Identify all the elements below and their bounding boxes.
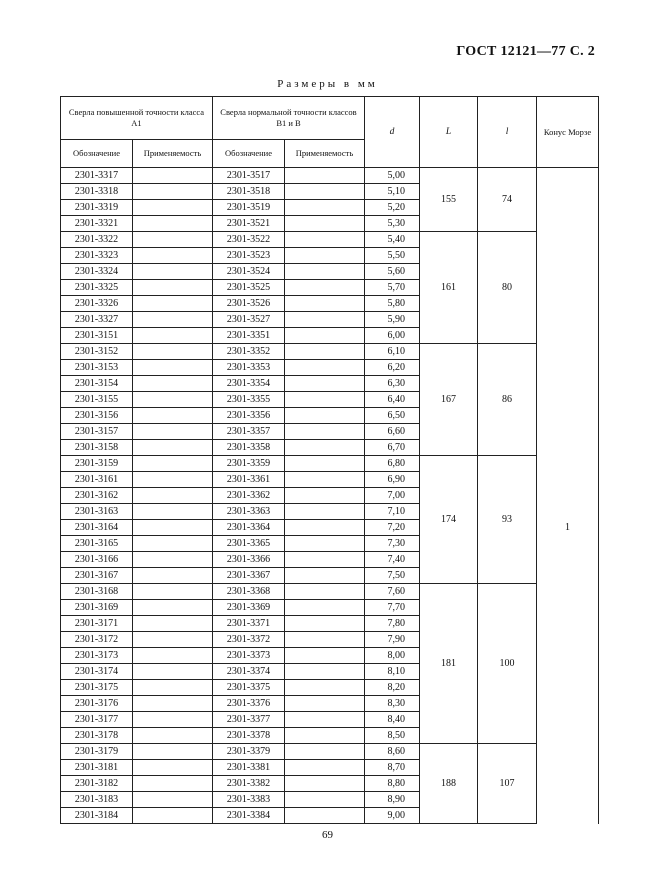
diameter-cell: 5,20 (365, 200, 420, 216)
b-applicability-cell (285, 344, 365, 360)
a1-designation-cell: 2301-3152 (61, 344, 133, 360)
diameter-cell: 7,00 (365, 488, 420, 504)
a1-applicability-cell (133, 328, 213, 344)
length-l-cell: 100 (478, 584, 537, 744)
a1-applicability-cell (133, 312, 213, 328)
b-designation-cell: 2301-3353 (213, 360, 285, 376)
b-applicability-cell (285, 296, 365, 312)
b-designation-cell: 2301-3369 (213, 600, 285, 616)
b-applicability-cell (285, 472, 365, 488)
length-L-cell: 161 (420, 232, 478, 344)
a1-applicability-cell (133, 344, 213, 360)
diameter-cell: 8,30 (365, 696, 420, 712)
a1-applicability-cell (133, 664, 213, 680)
b-applicability-cell (285, 744, 365, 760)
a1-designation-cell: 2301-3182 (61, 776, 133, 792)
a1-designation-cell: 2301-3326 (61, 296, 133, 312)
diameter-cell: 5,60 (365, 264, 420, 280)
diameter-cell: 7,40 (365, 552, 420, 568)
b-applicability-cell (285, 600, 365, 616)
a1-applicability-cell (133, 536, 213, 552)
a1-designation-cell: 2301-3169 (61, 600, 133, 616)
b-designation-cell: 2301-3518 (213, 184, 285, 200)
b-applicability-cell (285, 440, 365, 456)
b-designation-cell: 2301-3526 (213, 296, 285, 312)
b-applicability-cell (285, 632, 365, 648)
header-group-a1: Сверла повышенной точности класса А1 (61, 97, 213, 140)
a1-applicability-cell (133, 360, 213, 376)
a1-applicability-cell (133, 760, 213, 776)
b-designation-cell: 2301-3368 (213, 584, 285, 600)
b-applicability-cell (285, 184, 365, 200)
diameter-cell: 8,50 (365, 728, 420, 744)
b-designation-cell: 2301-3359 (213, 456, 285, 472)
header-group-b: Сверла нормальной точности классов В1 и В (213, 97, 365, 140)
b-designation-cell: 2301-3361 (213, 472, 285, 488)
a1-applicability-cell (133, 424, 213, 440)
b-applicability-cell (285, 584, 365, 600)
diameter-cell: 5,30 (365, 216, 420, 232)
a1-applicability-cell (133, 456, 213, 472)
a1-designation-cell: 2301-3321 (61, 216, 133, 232)
a1-applicability-cell (133, 216, 213, 232)
diameter-cell: 6,20 (365, 360, 420, 376)
diameter-cell: 7,60 (365, 584, 420, 600)
diameter-cell: 8,40 (365, 712, 420, 728)
a1-applicability-cell (133, 488, 213, 504)
a1-applicability-cell (133, 296, 213, 312)
table-row (61, 584, 599, 600)
b-applicability-cell (285, 552, 365, 568)
a1-designation-cell: 2301-3172 (61, 632, 133, 648)
b-applicability-cell (285, 712, 365, 728)
b-applicability-cell (285, 728, 365, 744)
b-applicability-cell (285, 328, 365, 344)
diameter-cell: 6,80 (365, 456, 420, 472)
b-designation-cell: 2301-3382 (213, 776, 285, 792)
b-applicability-cell (285, 232, 365, 248)
a1-applicability-cell (133, 552, 213, 568)
a1-designation-cell: 2301-3319 (61, 200, 133, 216)
morse-taper-cell: 1 (537, 232, 599, 824)
b-applicability-cell (285, 808, 365, 824)
a1-designation-cell: 2301-3153 (61, 360, 133, 376)
a1-designation-cell: 2301-3158 (61, 440, 133, 456)
a1-designation-cell: 2301-3179 (61, 744, 133, 760)
table-row (61, 168, 599, 184)
a1-applicability-cell (133, 408, 213, 424)
b-applicability-cell (285, 504, 365, 520)
b-applicability-cell (285, 616, 365, 632)
b-designation-cell: 2301-3367 (213, 568, 285, 584)
length-L-cell: 155 (420, 168, 478, 232)
diameter-cell: 7,90 (365, 632, 420, 648)
a1-applicability-cell (133, 632, 213, 648)
b-applicability-cell (285, 408, 365, 424)
diameter-cell: 7,70 (365, 600, 420, 616)
a1-designation-cell: 2301-3167 (61, 568, 133, 584)
a1-designation-cell: 2301-3325 (61, 280, 133, 296)
b-applicability-cell (285, 696, 365, 712)
b-designation-cell: 2301-3352 (213, 344, 285, 360)
b-applicability-cell (285, 760, 365, 776)
b-designation-cell: 2301-3357 (213, 424, 285, 440)
a1-designation-cell: 2301-3164 (61, 520, 133, 536)
a1-designation-cell: 2301-3184 (61, 808, 133, 824)
a1-designation-cell: 2301-3175 (61, 680, 133, 696)
a1-applicability-cell (133, 712, 213, 728)
b-applicability-cell (285, 792, 365, 808)
b-applicability-cell (285, 520, 365, 536)
length-L-cell: 188 (420, 744, 478, 824)
table-row (61, 232, 599, 248)
header-a1-designation: Обозначение (61, 140, 133, 168)
b-applicability-cell (285, 680, 365, 696)
b-applicability-cell (285, 536, 365, 552)
b-designation-cell: 2301-3381 (213, 760, 285, 776)
a1-applicability-cell (133, 184, 213, 200)
b-designation-cell: 2301-3372 (213, 632, 285, 648)
a1-applicability-cell (133, 472, 213, 488)
a1-applicability-cell (133, 584, 213, 600)
b-designation-cell: 2301-3525 (213, 280, 285, 296)
b-designation-cell: 2301-3371 (213, 616, 285, 632)
b-designation-cell: 2301-3355 (213, 392, 285, 408)
header-b-applicability: Применяемость (285, 140, 365, 168)
diameter-cell: 7,50 (365, 568, 420, 584)
a1-designation-cell: 2301-3177 (61, 712, 133, 728)
a1-applicability-cell (133, 744, 213, 760)
b-applicability-cell (285, 392, 365, 408)
length-l-cell: 86 (478, 344, 537, 456)
dimensions-caption: Размеры в мм (277, 78, 378, 90)
b-designation-cell: 2301-3362 (213, 488, 285, 504)
a1-designation-cell: 2301-3151 (61, 328, 133, 344)
b-designation-cell: 2301-3522 (213, 232, 285, 248)
a1-applicability-cell (133, 616, 213, 632)
header-l: l (478, 97, 537, 168)
a1-applicability-cell (133, 232, 213, 248)
page-number: 69 (322, 829, 333, 841)
b-designation-cell: 2301-3351 (213, 328, 285, 344)
b-designation-cell: 2301-3375 (213, 680, 285, 696)
diameter-cell: 8,60 (365, 744, 420, 760)
diameter-cell: 9,00 (365, 808, 420, 824)
a1-applicability-cell (133, 648, 213, 664)
a1-designation-cell: 2301-3161 (61, 472, 133, 488)
b-designation-cell: 2301-3376 (213, 696, 285, 712)
b-designation-cell: 2301-3377 (213, 712, 285, 728)
a1-applicability-cell (133, 568, 213, 584)
header-a1-applicability: Применяемость (133, 140, 213, 168)
diameter-cell: 8,00 (365, 648, 420, 664)
a1-applicability-cell (133, 440, 213, 456)
b-applicability-cell (285, 360, 365, 376)
b-designation-cell: 2301-3366 (213, 552, 285, 568)
b-applicability-cell (285, 664, 365, 680)
diameter-cell: 6,70 (365, 440, 420, 456)
diameter-cell: 5,70 (365, 280, 420, 296)
diameter-cell: 5,90 (365, 312, 420, 328)
b-designation-cell: 2301-3365 (213, 536, 285, 552)
a1-designation-cell: 2301-3178 (61, 728, 133, 744)
b-designation-cell: 2301-3363 (213, 504, 285, 520)
b-applicability-cell (285, 312, 365, 328)
diameter-cell: 6,90 (365, 472, 420, 488)
length-L-cell: 174 (420, 456, 478, 584)
a1-applicability-cell (133, 200, 213, 216)
b-applicability-cell (285, 776, 365, 792)
a1-applicability-cell (133, 392, 213, 408)
table-body (61, 168, 599, 824)
b-designation-cell: 2301-3521 (213, 216, 285, 232)
b-designation-cell: 2301-3517 (213, 168, 285, 184)
a1-applicability-cell (133, 728, 213, 744)
a1-designation-cell: 2301-3171 (61, 616, 133, 632)
a1-designation-cell: 2301-3159 (61, 456, 133, 472)
diameter-cell: 8,90 (365, 792, 420, 808)
a1-designation-cell: 2301-3323 (61, 248, 133, 264)
b-applicability-cell (285, 488, 365, 504)
b-applicability-cell (285, 424, 365, 440)
a1-designation-cell: 2301-3156 (61, 408, 133, 424)
diameter-cell: 5,40 (365, 232, 420, 248)
diameter-cell: 5,00 (365, 168, 420, 184)
a1-designation-cell: 2301-3163 (61, 504, 133, 520)
a1-applicability-cell (133, 520, 213, 536)
a1-designation-cell: 2301-3176 (61, 696, 133, 712)
b-designation-cell: 2301-3356 (213, 408, 285, 424)
a1-designation-cell: 2301-3166 (61, 552, 133, 568)
b-applicability-cell (285, 168, 365, 184)
a1-designation-cell: 2301-3168 (61, 584, 133, 600)
a1-applicability-cell (133, 696, 213, 712)
b-applicability-cell (285, 264, 365, 280)
diameter-cell: 5,10 (365, 184, 420, 200)
a1-applicability-cell (133, 376, 213, 392)
length-L-cell: 181 (420, 584, 478, 744)
b-applicability-cell (285, 216, 365, 232)
header-L: L (420, 97, 478, 168)
a1-designation-cell: 2301-3165 (61, 536, 133, 552)
b-applicability-cell (285, 568, 365, 584)
b-applicability-cell (285, 648, 365, 664)
diameter-cell: 7,20 (365, 520, 420, 536)
a1-designation-cell: 2301-3327 (61, 312, 133, 328)
b-applicability-cell (285, 280, 365, 296)
a1-designation-cell: 2301-3174 (61, 664, 133, 680)
diameter-cell: 5,50 (365, 248, 420, 264)
a1-applicability-cell (133, 280, 213, 296)
b-designation-cell: 2301-3523 (213, 248, 285, 264)
table-row (61, 344, 599, 360)
a1-applicability-cell (133, 248, 213, 264)
length-l-cell: 107 (478, 744, 537, 824)
diameter-cell: 8,20 (365, 680, 420, 696)
a1-designation-cell: 2301-3173 (61, 648, 133, 664)
a1-designation-cell: 2301-3324 (61, 264, 133, 280)
diameter-cell: 8,80 (365, 776, 420, 792)
a1-applicability-cell (133, 680, 213, 696)
b-designation-cell: 2301-3358 (213, 440, 285, 456)
a1-designation-cell: 2301-3322 (61, 232, 133, 248)
a1-applicability-cell (133, 600, 213, 616)
a1-applicability-cell (133, 776, 213, 792)
diameter-cell: 6,30 (365, 376, 420, 392)
diameter-cell: 7,30 (365, 536, 420, 552)
b-designation-cell: 2301-3384 (213, 808, 285, 824)
a1-applicability-cell (133, 168, 213, 184)
a1-applicability-cell (133, 264, 213, 280)
b-designation-cell: 2301-3354 (213, 376, 285, 392)
b-designation-cell: 2301-3374 (213, 664, 285, 680)
diameter-cell: 8,70 (365, 760, 420, 776)
table-row (61, 744, 599, 760)
morse-taper-top-cell (537, 168, 599, 232)
diameter-cell: 7,10 (365, 504, 420, 520)
header-morse-taper: Конус Морзе (537, 97, 599, 168)
a1-designation-cell: 2301-3318 (61, 184, 133, 200)
a1-designation-cell: 2301-3181 (61, 760, 133, 776)
a1-designation-cell: 2301-3154 (61, 376, 133, 392)
table-row (61, 456, 599, 472)
a1-applicability-cell (133, 504, 213, 520)
diameter-cell: 8,10 (365, 664, 420, 680)
b-designation-cell: 2301-3527 (213, 312, 285, 328)
diameter-cell: 6,00 (365, 328, 420, 344)
a1-designation-cell: 2301-3183 (61, 792, 133, 808)
header-d: d (365, 97, 420, 168)
document-header: ГОСТ 12121—77 С. 2 (456, 44, 595, 59)
diameter-cell: 7,80 (365, 616, 420, 632)
b-applicability-cell (285, 456, 365, 472)
a1-designation-cell: 2301-3157 (61, 424, 133, 440)
diameter-cell: 6,50 (365, 408, 420, 424)
b-designation-cell: 2301-3378 (213, 728, 285, 744)
a1-applicability-cell (133, 792, 213, 808)
length-l-cell: 93 (478, 456, 537, 584)
b-designation-cell: 2301-3519 (213, 200, 285, 216)
b-applicability-cell (285, 200, 365, 216)
b-designation-cell: 2301-3524 (213, 264, 285, 280)
header-b-designation: Обозначение (213, 140, 285, 168)
b-designation-cell: 2301-3383 (213, 792, 285, 808)
length-l-cell: 74 (478, 168, 537, 232)
diameter-cell: 6,40 (365, 392, 420, 408)
b-designation-cell: 2301-3373 (213, 648, 285, 664)
a1-designation-cell: 2301-3317 (61, 168, 133, 184)
length-l-cell: 80 (478, 232, 537, 344)
a1-applicability-cell (133, 808, 213, 824)
b-applicability-cell (285, 248, 365, 264)
diameter-cell: 6,60 (365, 424, 420, 440)
length-L-cell: 167 (420, 344, 478, 456)
a1-designation-cell: 2301-3162 (61, 488, 133, 504)
b-designation-cell: 2301-3364 (213, 520, 285, 536)
diameter-cell: 5,80 (365, 296, 420, 312)
b-designation-cell: 2301-3379 (213, 744, 285, 760)
diameter-cell: 6,10 (365, 344, 420, 360)
a1-designation-cell: 2301-3155 (61, 392, 133, 408)
b-applicability-cell (285, 376, 365, 392)
drill-table (60, 96, 599, 824)
